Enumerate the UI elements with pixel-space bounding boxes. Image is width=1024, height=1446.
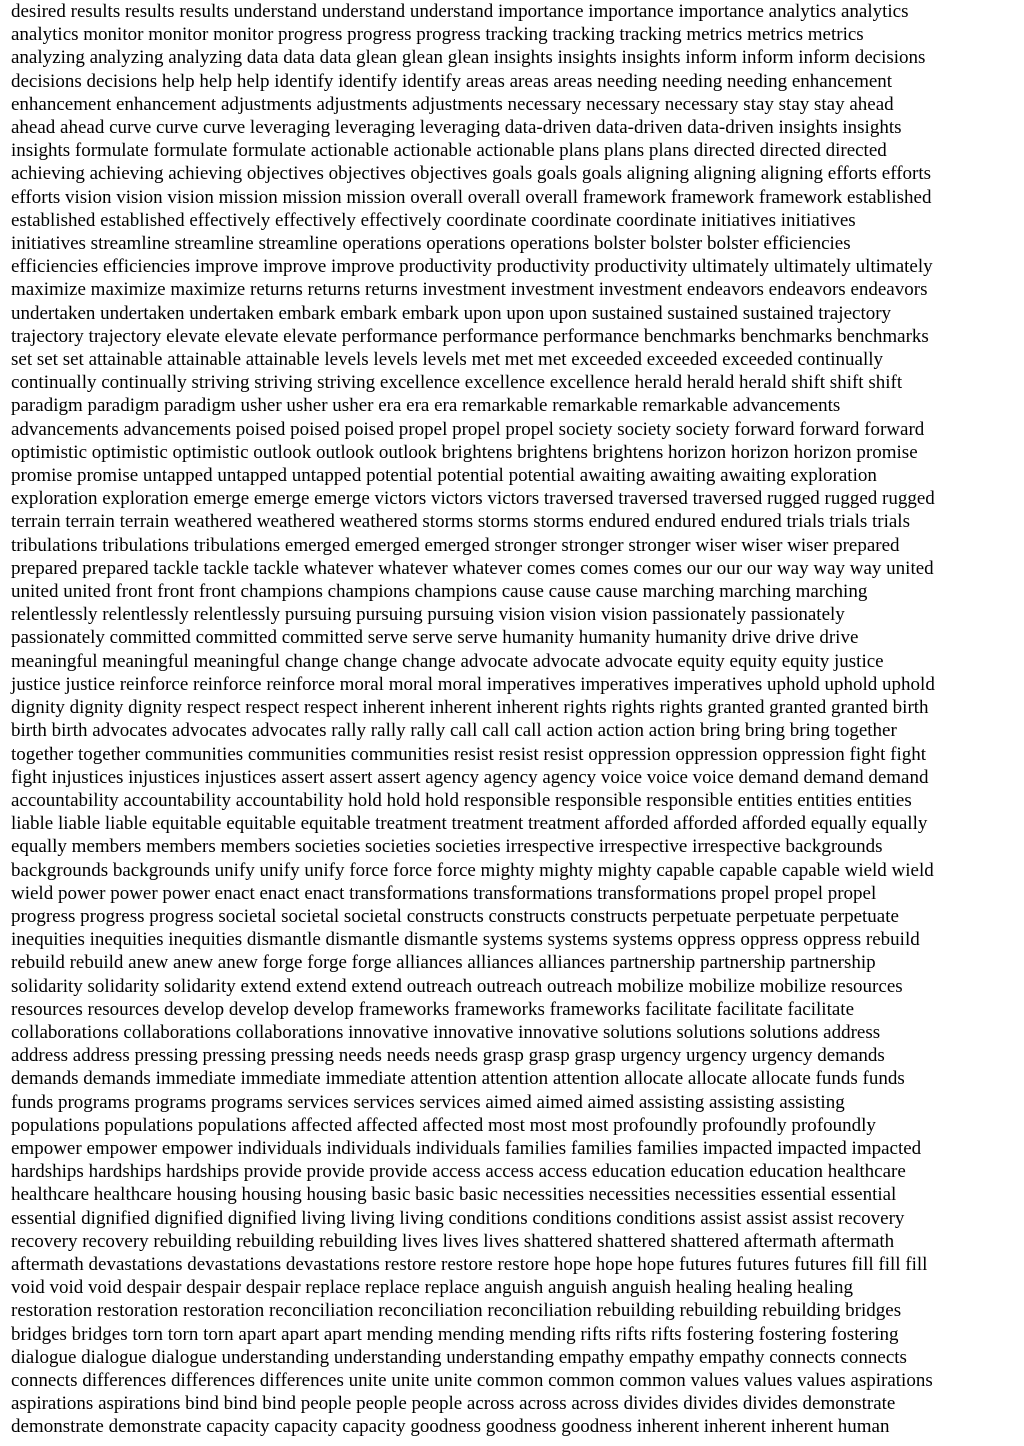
text-line: empower empower empower individuals individuals individuals families families families impacted impacted impacted: [11, 1137, 922, 1159]
text-line: birth birth advocates advocates advocates rally rally rally call call call action action action bring bring bring together: [11, 720, 897, 742]
text-line: ahead ahead curve curve curve leveraging leveraging leveraging data-driven data-driven data-driven insights insights: [11, 117, 902, 139]
text-line: analyzing analyzing analyzing data data data glean glean glean insights insights insights inform inform inform decisions: [11, 47, 926, 69]
text-line: desired results results results understand understand understand importance importance importance analytics analytics: [11, 1, 909, 22]
text-line: united united front front front champions champions champions cause cause cause marching marching marching: [11, 581, 868, 603]
text-line: decisions decisions help help help identify identify identify areas areas areas needing needing needing enhancement: [11, 70, 893, 92]
text-line: healthcare healthcare housing housing housing basic basic basic necessities necessities necessities essential essential: [11, 1184, 897, 1206]
text-line: dignity dignity dignity respect respect respect inherent inherent inherent rights rights rights granted granted granted birth: [11, 697, 929, 719]
text-line: relentlessly relentlessly relentlessly pursuing pursuing pursuing vision vision vision passionately passionately: [11, 604, 845, 626]
text-line: insights formulate formulate formulate actionable actionable actionable plans plans plans directed directed directed: [11, 140, 887, 162]
text-line: efforts vision vision vision mission mission mission overall overall overall framework framework framework established: [11, 186, 932, 208]
text-line: initiatives streamline streamline streamline operations operations operations bolster bolster bolster efficiencies: [11, 233, 851, 255]
text-line: terrain terrain terrain weathered weathered weathered storms storms storms endured endured endured trials trials trials: [11, 511, 910, 533]
text-line: accountability accountability accountability hold hold hold responsible responsible responsible entities entities entities: [11, 789, 912, 811]
text-line: address address pressing pressing pressing needs needs needs grasp grasp grasp urgency urgency urgency demands: [11, 1045, 885, 1067]
text-line: undertaken undertaken undertaken embark embark embark upon upon upon sustained sustained sustained trajectory: [11, 302, 892, 324]
text-line: fight injustices injustices injustices assert assert assert agency agency agency voice voice voice demand demand demand: [11, 766, 929, 788]
text-line: advancements advancements poised poised poised propel propel propel society society society forward forward forward: [11, 418, 925, 440]
text-line: passionately committed committed committed serve serve serve humanity humanity humanity drive drive drive: [11, 627, 859, 649]
text-line: efficiencies efficiencies improve improve improve productivity productivity productivity ultimately ultimately ultimately: [11, 256, 933, 278]
text-line: inequities inequities inequities dismantle dismantle dismantle systems systems systems oppress oppress oppress rebuild: [11, 929, 920, 951]
text-line: achieving achieving achieving objectives objectives objectives goals goals goals aligning aligning aligning efforts efforts: [11, 163, 932, 185]
text-line: set set set attainable attainable attainable levels levels levels met met met exceeded exceeded exceeded continually: [11, 349, 884, 371]
text-line: collaborations collaborations collaborations innovative innovative innovative solutions solutions solutions address: [11, 1021, 881, 1043]
text-body: [11, 0, 1018, 1439]
text-line: hardships hardships hardships provide provide provide access access access education education education healthcare: [11, 1161, 906, 1183]
text-line: optimistic optimistic optimistic outlook outlook outlook brightens brightens brightens horizon horizon horizon promise: [11, 441, 918, 463]
text-line: recovery recovery rebuilding rebuilding rebuilding lives lives lives shattered shattered shattered aftermath aftermath: [11, 1230, 895, 1252]
text-line: funds programs programs programs services services services aimed aimed aimed assisting assisting assisting: [11, 1091, 845, 1113]
text-line: progress progress progress societal societal societal constructs constructs constructs perpetuate perpetuate perpetuate: [11, 905, 899, 927]
text-line: analytics monitor monitor monitor progress progress progress tracking tracking tracking metrics metrics metrics: [11, 24, 864, 46]
text-line: populations populations populations affected affected affected most most most profoundly profoundly profoundly: [11, 1114, 876, 1136]
text-line: tribulations tribulations tribulations emerged emerged emerged stronger stronger stronger wiser wiser wiser prepared: [11, 534, 900, 556]
text-line: dialogue dialogue dialogue understanding understanding understanding empathy empathy empathy connects connects: [11, 1346, 907, 1368]
text-line: enhancement enhancement adjustments adjustments adjustments necessary necessary necessary stay stay stay ahead: [11, 93, 894, 115]
text-line: demands demands immediate immediate immediate attention attention attention allocate allocate allocate funds funds: [11, 1068, 905, 1090]
text-line: equally members members members societies societies societies irrespective irrespective irrespective backgrounds: [11, 836, 883, 858]
text-line: solidarity solidarity solidarity extend extend extend outreach outreach outreach mobilize mobilize mobilize resources: [11, 975, 903, 997]
text-line: resources resources develop develop develop frameworks frameworks frameworks facilitate facilitate facilitate: [11, 998, 855, 1020]
text-line: together together communities communities communities resist resist resist oppression oppression oppression fight fight: [11, 743, 927, 765]
text-line: maximize maximize maximize returns returns returns investment investment investment endeavors endeavors endeavors: [11, 279, 928, 301]
text-line: prepared prepared tackle tackle tackle whatever whatever whatever comes comes comes our our our way way way united: [11, 557, 934, 579]
text-line: continually continually striving striving striving excellence excellence excellence herald herald herald shift shift shift: [11, 372, 903, 394]
text-line: meaningful meaningful meaningful change change change advocate advocate advocate equity equity equity justice: [11, 650, 884, 672]
text-line: aspirations aspirations bind bind bind people people people across across across divides divides divides demonstrate: [11, 1393, 896, 1415]
text-line: bridges bridges torn torn torn apart apart apart mending mending mending rifts rifts rifts fostering fostering fostering: [11, 1323, 899, 1345]
text-line: established established effectively effectively effectively coordinate coordinate coordinate initiatives initiatives: [11, 209, 856, 231]
text-line: justice justice reinforce reinforce reinforce moral moral moral imperatives imperatives imperatives uphold uphold uphold: [11, 673, 935, 695]
text-line: aftermath devastations devastations devastations restore restore restore hope hope hope futures futures futures fill fill fill: [11, 1253, 928, 1275]
text-line: paradigm paradigm paradigm usher usher usher era era era remarkable remarkable remarkable advancements: [11, 395, 841, 417]
text-line: promise promise untapped untapped untapped potential potential potential awaiting awaiting awaiting exploration: [11, 465, 877, 487]
text-line: liable liable liable equitable equitable equitable treatment treatment treatment afforded afforded afforded equally equally: [11, 813, 928, 835]
text-line: restoration restoration restoration reconciliation reconciliation reconciliation rebuilding rebuilding rebuilding bridges: [11, 1300, 902, 1322]
text-line: backgrounds backgrounds unify unify unify force force force mighty mighty mighty capable capable capable wield wield: [11, 859, 934, 881]
text-line: exploration exploration emerge emerge emerge victors victors victors traversed traversed traversed rugged rugged rugged: [11, 488, 935, 510]
text-line: void void void despair despair despair replace replace replace anguish anguish anguish healing healing healing: [11, 1277, 854, 1299]
text-line: trajectory trajectory elevate elevate elevate performance performance performance benchmarks benchmarks benchmarks: [11, 325, 929, 347]
text-line: wield power power power enact enact enact transformations transformations transformations propel propel propel: [11, 882, 877, 904]
text-line: connects differences differences differences unite unite unite common common common values values values aspirations: [11, 1369, 933, 1391]
text-line: rebuild rebuild anew anew anew forge forge forge alliances alliances alliances partnership partnership partnership: [11, 952, 876, 974]
text-line: demonstrate demonstrate capacity capacity capacity goodness goodness goodness inherent inherent inherent human: [11, 1416, 890, 1438]
text-line: essential dignified dignified dignified living living living conditions conditions conditions assist assist assist recovery: [11, 1207, 905, 1229]
